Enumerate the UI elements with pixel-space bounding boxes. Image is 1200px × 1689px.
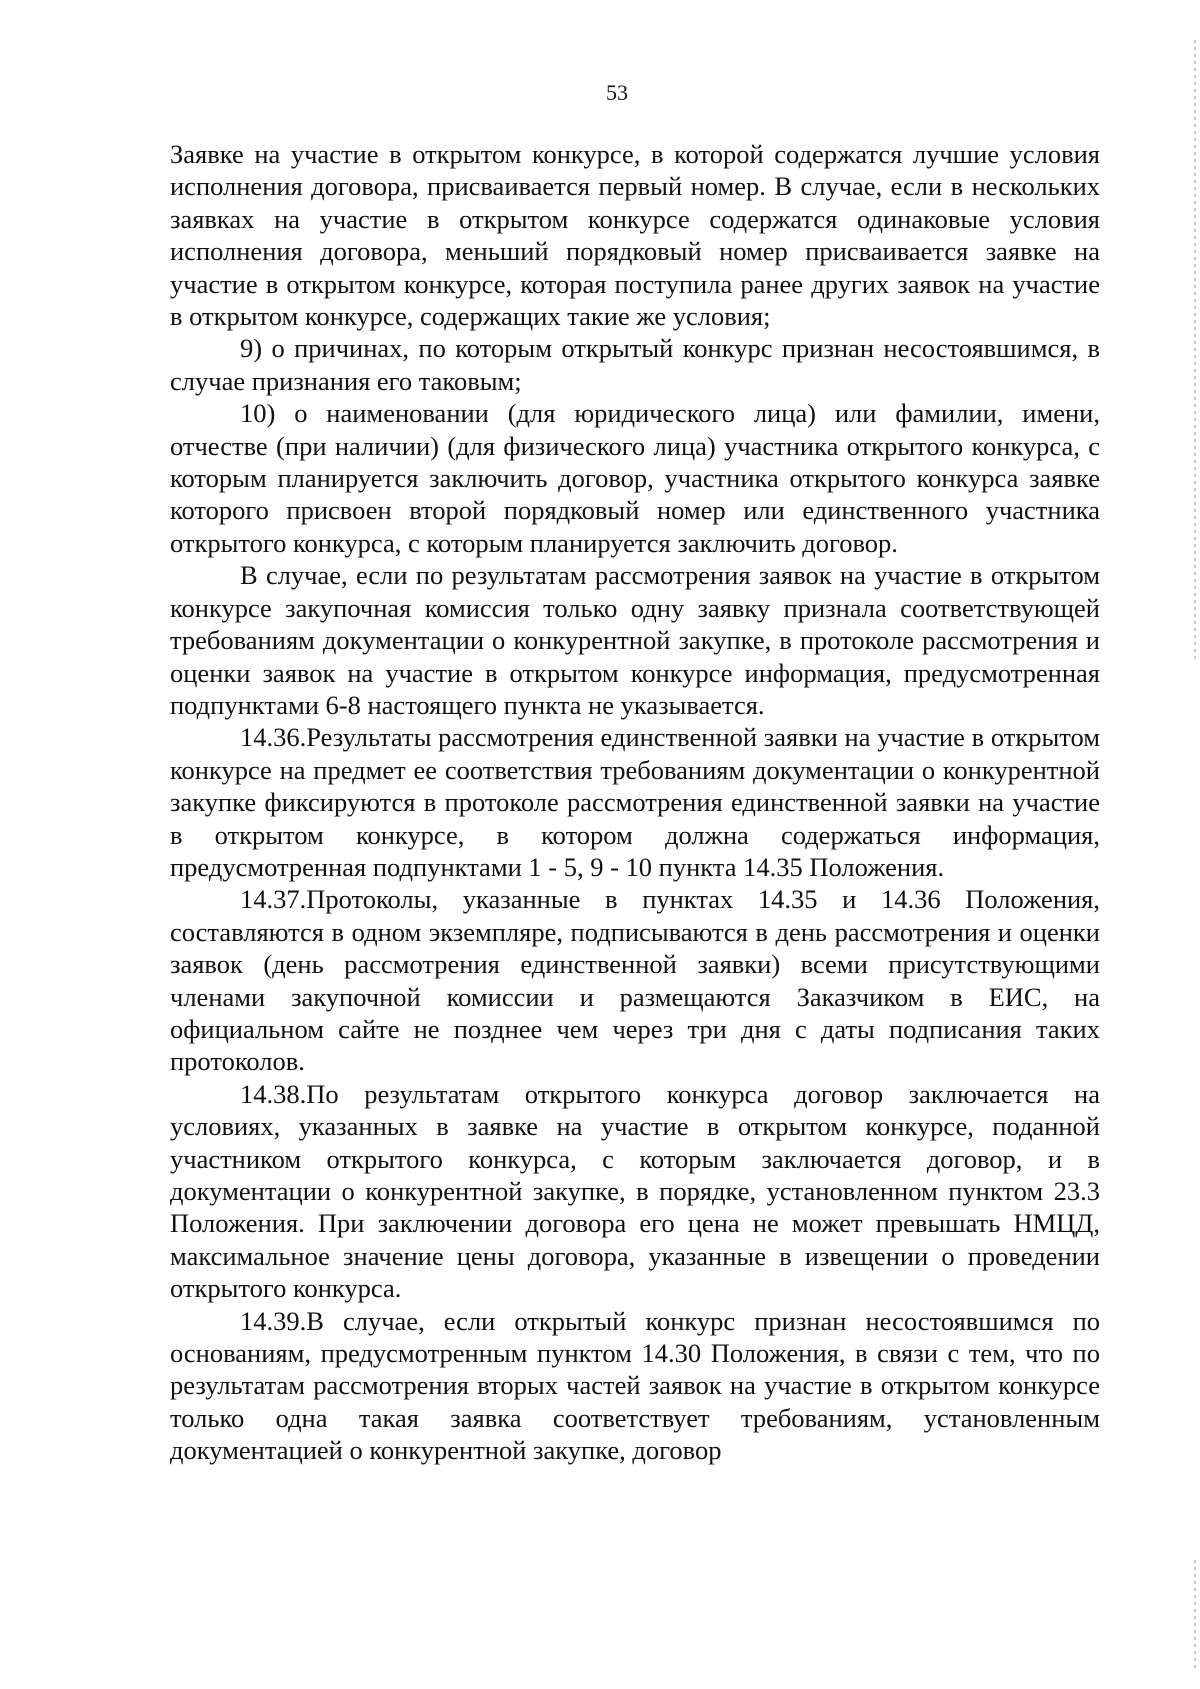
paragraph-item-9: 9) о причинах, по которым открытый конкурс признан несостоявшимся, в случае признания его таковым; [170,333,1100,396]
paragraph-14-36: 14.36.Результаты рассмотрения единственной заявки на участие в открытом конкурсе на предмет ее соответствия требованиям документации о конкурентной закупке фиксируются в протоколе рассмотрения единственной заявки на участие в открытом конкурсе, в котором должна содержаться информация, предусмотренная подпунктами 1 - 5, 9 - 10 пункта 14.35 Положения. [170,722,1100,882]
scan-edge-mark-top [1194,40,1196,660]
paragraph-14-37: 14.37.Протоколы, указанные в пунктах 14.35 и 14.36 Положения, составляются в одном экземпляре, подписываются в день рассмотрения и оценки заявок (день рассмотрения единственной заявки) всеми присутствующими членами закупочной комиссии и размещаются Заказчиком в ЕИС, на официальном сайте не позднее чем через три дня с даты подписания таких протоколов. [170,884,1100,1077]
paragraph-continuation: Заявке на участие в открытом конкурсе, в которой содержатся лучшие условия исполнения договора, присваивается первый номер. В случае, если в нескольких заявках на участие в открытом конкурсе содержатся одинаковые условия исполнения договора, меньший порядковый номер присваивается заявке на участие в открытом конкурсе, которая поступила ранее других заявок на участие в открытом конкурсе, содержащих такие же условия; [170,139,1100,332]
page-number: 53 [606,80,628,105]
paragraph-14-39: 14.39.В случае, если открытый конкурс признан несостоявшимся по основаниям, предусмотренным пунктом 14.30 Положения, в связи с тем, что по результатам рассмотрения вторых частей заявок на участие в открытом конкурсе только одна такая заявка соответствует требованиям, установленным документацией о конкурентной закупке, договор [170,1305,1100,1466]
paragraph-single-application-note: В случае, если по результатам рассмотрения заявок на участие в открытом конкурсе закупочная комиссия только одну заявку признала соответствующей требованиям документации о конкурентной закупке, в протоколе рассмотрения и оценки заявок на участие в открытом конкурсе информация, предусмотренная подпунктами 6-8 настоящего пункта не указывается. [170,560,1100,720]
paragraph-14-38: 14.38.По результатам открытого конкурса договор заключается на условиях, указанных в заявке на участие в открытом конкурсе, поданной участником открытого конкурса, с которым заключается договор, и в документации о конкурентной закупке, в порядке, установленном пунктом 23.3 Положения. При заключении договора его цена не может превышать НМЦД, максимальное значение цены договора, указанные в извещении о проведении открытого конкурса. [170,1078,1100,1304]
body-text [170,138,1100,1467]
paragraph-item-10: 10) о наименовании (для юридического лица) или фамилии, имени, отчестве (при наличии) (для физического лица) участника открытого конкурса, с которым планируется заключить договор, участника открытого конкурса заявке которого присвоен второй порядковый номер или единственного участника открытого конкурса, с которым планируется заключить договор. [170,398,1100,558]
scan-edge-mark-bottom [1194,1560,1196,1670]
